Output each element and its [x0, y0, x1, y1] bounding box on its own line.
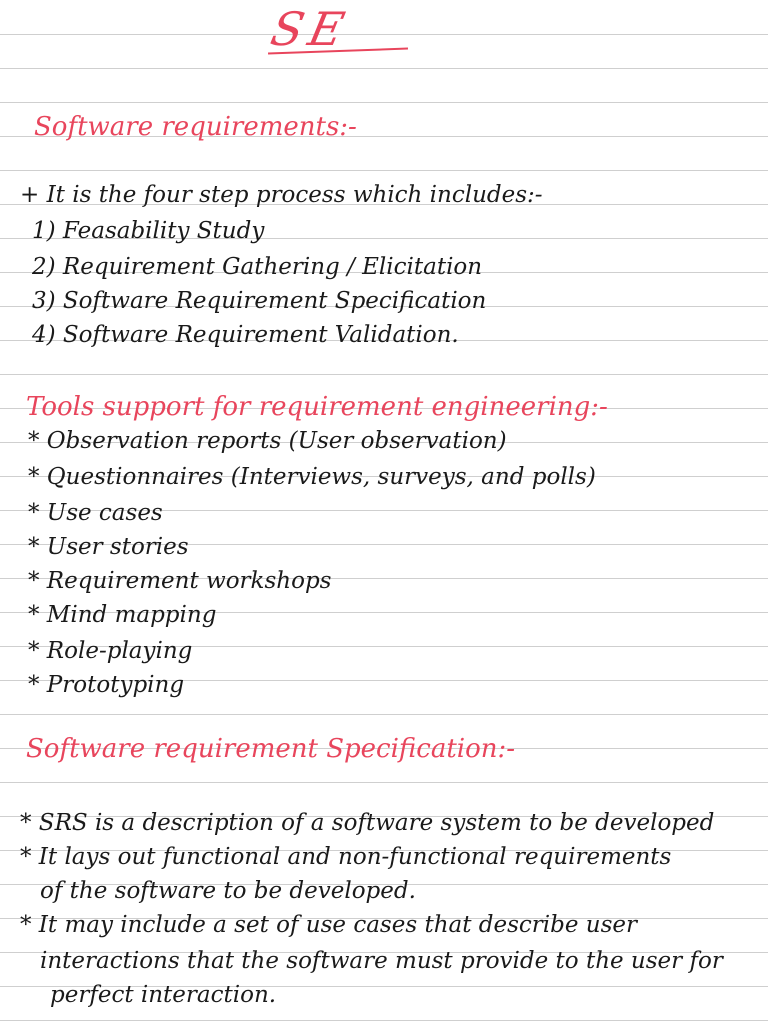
list-item: perfect interaction. [50, 982, 277, 1008]
list-item: + It is the four step process which includes:- [20, 182, 543, 208]
list-item: * It may include a set of use cases that describe user [20, 912, 638, 938]
list-item: * It lays out functional and non-functional requirements [20, 844, 672, 870]
section-heading-software-requirements: Software requirements:- [34, 112, 357, 142]
list-item: * Requirement workshops [28, 568, 332, 594]
list-item: * SRS is a description of a software system to be developed [20, 810, 715, 836]
page-title: SE [266, 2, 355, 56]
list-item: 4) Software Requirement Validation. [32, 322, 459, 348]
list-item: * Mind mapping [28, 602, 217, 628]
list-item: of the software to be developed. [40, 878, 416, 904]
list-item: * Prototyping [28, 672, 185, 698]
list-item: * User stories [28, 534, 189, 560]
list-item: * Use cases [28, 500, 163, 526]
list-item: * Role-playing [28, 638, 193, 664]
list-item: interactions that the software must provide to the user for [40, 948, 723, 974]
list-item: * Observation reports (User observation) [28, 428, 507, 454]
section-heading-srs: Software requirement Specification:- [26, 734, 516, 764]
list-item: 2) Requirement Gathering / Elicitation [32, 254, 483, 280]
list-item: 1) Feasability Study [32, 218, 265, 244]
list-item: 3) Software Requirement Specification [32, 288, 487, 314]
list-item: * Questionnaires (Interviews, surveys, and polls) [28, 464, 596, 490]
section-heading-tools-support: Tools support for requirement engineering:- [26, 392, 608, 422]
